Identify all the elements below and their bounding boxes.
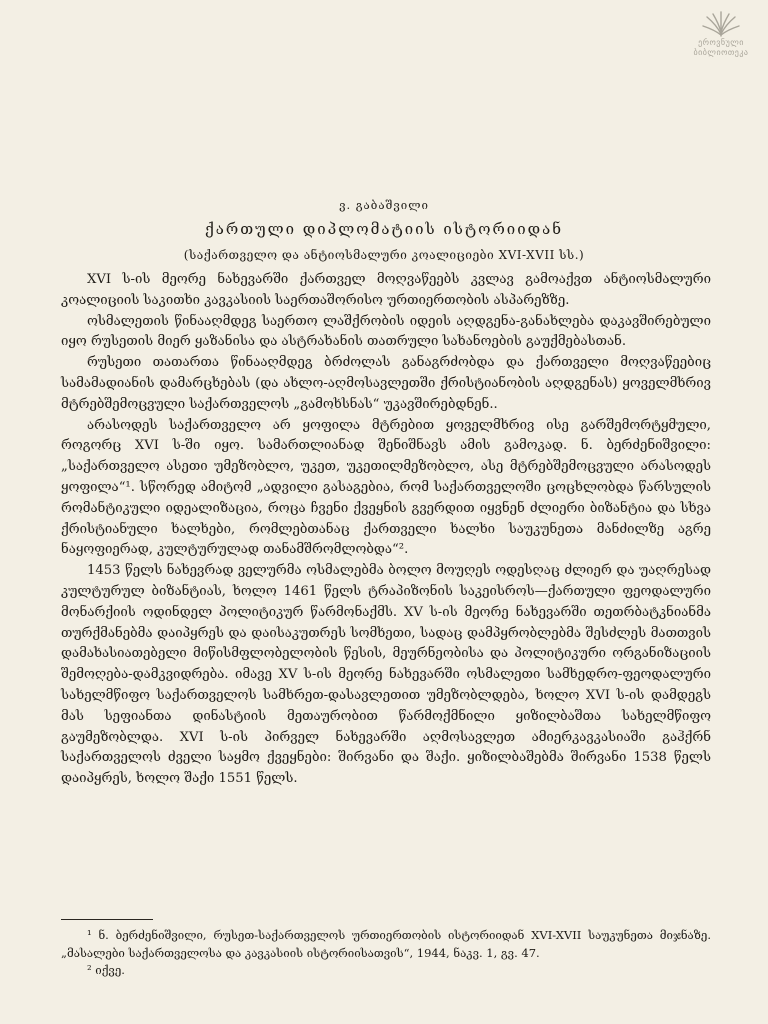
body-paragraph: რუსეთი თათართა წინააღმდეგ ბრძოლას განაგრძობდა და ქართველი მოღვაწეებიც სამამადიანის დამარცხებას (და ახლო-აღმოსავლეთში ქრისტიანობის აღდგენას) ყოველმხრივ მტრებშემოცვული საქართველოს „გამოხსნას“ უკავშირებდნენ.. — [61, 355, 711, 412]
library-logo-line-2: ბიბლიოთეკა — [693, 48, 749, 57]
footnote-divider — [61, 919, 153, 920]
library-logo — [688, 8, 754, 58]
body-paragraph: 1453 წელს ნახევრად ველურმა ოსმალებმა ბოლო მოუღეს ოდესღაც ძლიერ და უაღრესად კულტურულ ბიზანტიას, ხოლო 1461 წელს ტრაპიზონის საკეისროს—ქართული ფეოდალური მონარქიის ოდინდელ პოლიტიკურ წარმონაქმს. XV ს-ის მეორე ნახევარში თეთრბატკნიანმა თურქმანებმა დაიპყრეს და დაისაკუთრეს სომხეთი, სადაც დამპყრობლებმა შესძლეს მათთვის დამახასიათებელი მიწისმფლობელობის წესის, მეურნეობისა და პოლიტიკური ორგანიზაციის შემოღება-დამკვიდრება. იმავე XV ს-ის მეორე ნახევარში ოსმალეთი სამხედრო-ფეოდალური სახელმწიფო საქართველოს სამხრეთ-დასავლეთით უმეზობლდება, ხოლო XVI ს-ის დამდეგს მას სეფიანთა დინასტიის მეთაურობით წარმოქმნილი ყიზილბაშთა სახელმწიფო გაუმეზობლდა. XVI ს-ის პირველ ნახევარში აღმოსავლეთ ამიერკავკასიაში გაჰქრნ საქართველოს ძველი საყმო ქვეყნები: შირვანი და შაქი. ყიზილბაშებმა შირვანი 1538 წელს დაიპყრეს, ხოლო შაქი 1551 წელს. — [61, 563, 711, 787]
body-paragraph: არასოდეს საქართველო არ ყოფილა მტრებით ყოველმხრივ ისე გარშემორტყმული, როგორც XVI ს-ში იყო. სამართლიანად შენიშნავს ამის გამოკად. ნ. ბერძენიშვილი: „საქართველო ასეთი უმეზობლო, უკეთ, უკეთილმეზობლო, ასე მტრებშემოცვული არასოდეს ყოფილა“¹. სწორედ ამიტომ „ადვილი გასაგებია, რომ საქართველოში ცოცხლობდა წარსულის რომანტიკული იდეალიზაცია, როცა ჩვენი ქვეყნის გვერდით იყვნენ ძლიერი ბიზანტია და სხვა ქრისტიანული ხალხები, რომლებთანაც ქართველი ხალხი საუკუნეთა მანძილზე აგრე ნაყოფიერად, კულტურულად თანამშრომლობდა“². — [61, 417, 711, 558]
article-subtitle: (საქართველო და ანტიოსმალური კოალიციები XVI-XVII სს.) — [183, 248, 585, 262]
footnote: ² იქვე. — [87, 963, 125, 977]
article-body — [61, 270, 711, 790]
footnote: ¹ ნ. ბერძენიშვილი, რუსეთ-საქართველოს ურთიერთობის ისტორიიდან XVI-XVII საუკუნეთა მიჯნაზე. „მასალები საქართველოსა და კავკასიის ისტორიისათვის“, 1944, ნაკვ. 1, გვ. 47. — [61, 928, 711, 960]
body-paragraph: ოსმალეთის წინააღმდეგ საერთო ლაშქრობის იდეის აღდგენა-განახლება დაკავშირებული იყო რუსეთის მიერ ყაზანისა და ასტრახანის თათრული სახანოების გაუქმებასთან. — [61, 313, 711, 350]
library-logo-icon — [701, 8, 741, 38]
library-logo-line-1: ეროვნული — [698, 38, 744, 47]
author-name: ვ. გაბაშვილი — [339, 198, 429, 212]
article-title: ქართული დიპლომატიის ისტორიიდან — [204, 220, 563, 238]
body-paragraph: XVI ს-ის მეორე ნახევარში ქართველ მოღვაწეებს კვლავ გამოაქვთ ანტიოსმალური კოალიციის საკითხი კავკასიის საერთაშორისო ურთიერთობის ასპარეზზე. — [61, 272, 711, 308]
article-header — [0, 196, 768, 265]
footnotes — [61, 927, 711, 980]
